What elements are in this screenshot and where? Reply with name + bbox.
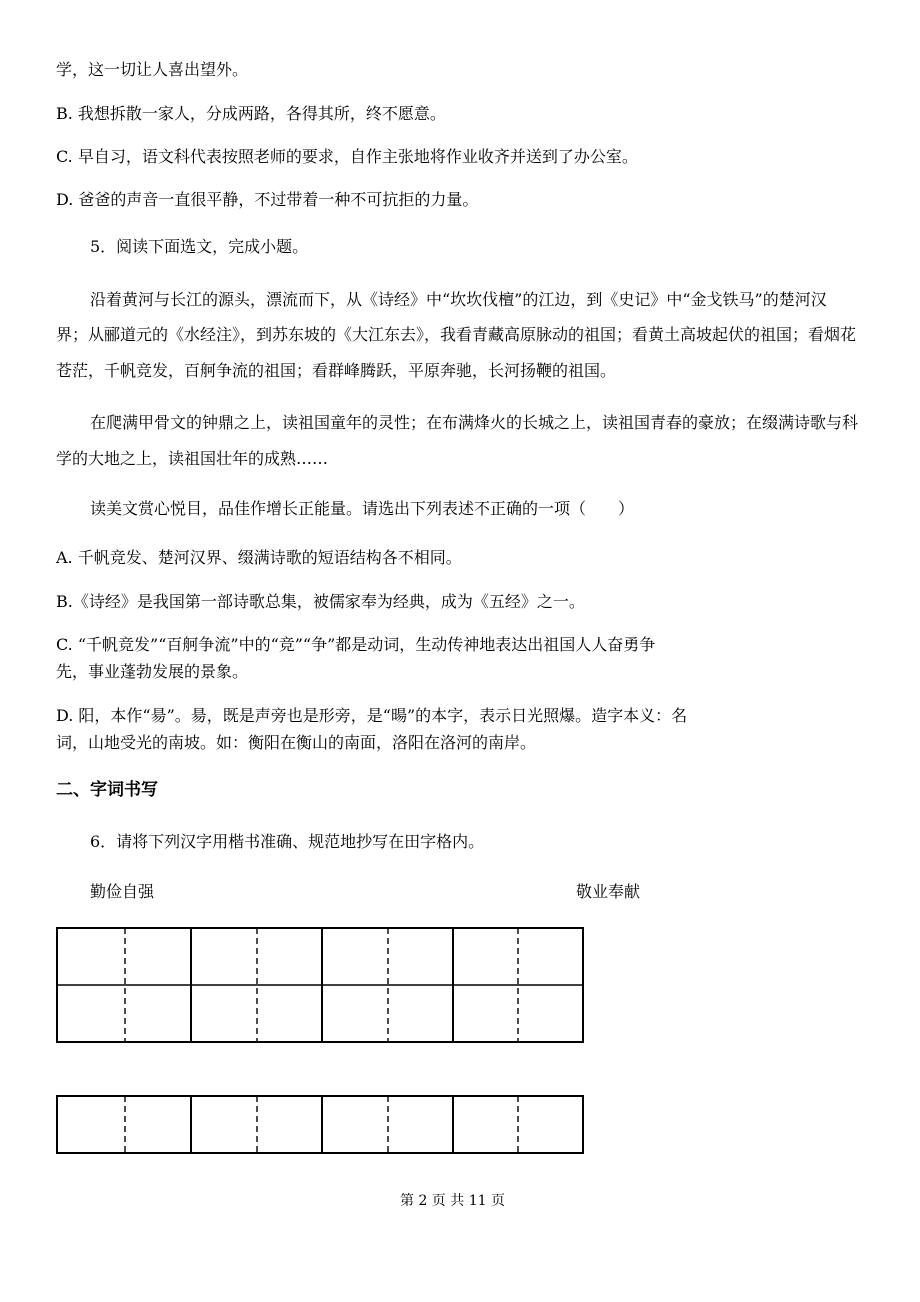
passage-line-4: 在爬满甲骨文的钟鼎之上，读祖国童年的灵性；在布满烽火的长城之上，读祖国青春的豪放；在缀满诗歌与科: [90, 413, 859, 432]
option-c-line: C. 早自习，语文科代表按照老师的要求，自作主张地将作业收齐并送到了办公室。: [56, 147, 638, 166]
q5-option-b: B.《诗经》是我国第一部诗歌总集，被儒家奉为经典，成为《五经》之一。: [56, 592, 585, 611]
writing-grid-1[interactable]: [0, 920, 920, 1050]
writing-grid-2[interactable]: [0, 1088, 920, 1160]
passage-line-3: 苍茫，千帆竞发，百舸争流的祖国；看群峰腾跃，平原奔驰，长河扬鞭的祖国。: [56, 361, 617, 380]
word-right-label: 敬业奉献: [576, 882, 641, 901]
passage-line-5: 学的大地之上，读祖国壮年的成熟……: [56, 449, 329, 468]
q5-option-d-line-1: D. 阳，本作“昜”。昜，既是声旁也是形旁，是“暘”的本字，表示日光照爆。造字本义：名: [56, 706, 688, 725]
question-5-prompt: 5．阅读下面选文，完成小题。: [90, 237, 309, 256]
q5-option-a: A. 千帆竞发、楚河汉界、缀满诗歌的短语结构各不相同。: [56, 548, 462, 567]
q5-option-c-line-2: 先，事业蓬勃发展的景象。: [56, 662, 249, 681]
page-footer: 第 2 页 共 11 页: [400, 1193, 505, 1209]
passage-line-2: 界；从郦道元的《水经注》，到苏东坡的《大江东去》，我看青藏高原脉动的祖国；看黄土高坡起伏的祖国；看烟花: [56, 325, 857, 344]
q5-option-c-line-1: C. “千帆竞发”“百舸争流”中的“竞”“争”都是动词，生动传神地表达出祖国人人奋勇争: [56, 635, 656, 654]
section-2-title: 二、字词书写: [56, 780, 158, 800]
question-5-stem: 读美文赏心悦目，品佳作增长正能量。请选出下列表述不正确的一项（ ）: [90, 499, 635, 518]
question-6-prompt: 6．请将下列汉字用楷书准确、规范地抄写在田字格内。: [90, 832, 485, 851]
q5-option-d-line-2: 词，山地受光的南坡。如：衡阳在衡山的南面，洛阳在洛河的南岸。: [56, 733, 537, 752]
option-d-line: D. 爸爸的声音一直很平静，不过带着一种不可抗拒的力量。: [56, 190, 479, 209]
passage-line-1: 沿着黄河与长江的源头，漂流而下，从《诗经》中“坎坎伐檀”的江边，到《史记》中“金戈铁马”的楚河汉: [90, 290, 827, 309]
word-left-label: 勤俭自强: [90, 882, 155, 901]
top-line-continuation: 学，这一切让人喜出望外。: [56, 60, 249, 79]
option-b-line: B. 我想拆散一家人，分成两路，各得其所，终不愿意。: [56, 104, 446, 123]
